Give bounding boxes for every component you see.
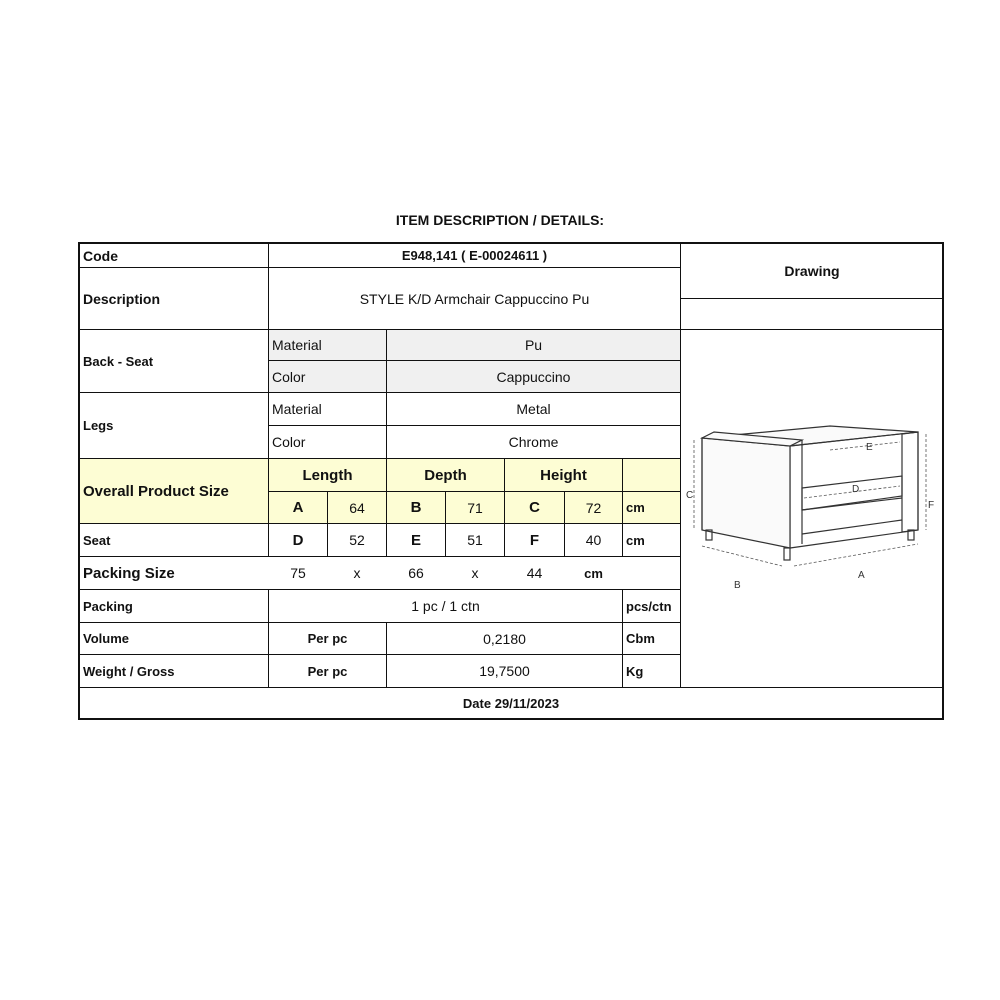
overall-unit: cm [626,500,645,515]
packing-height: 44 [526,565,543,581]
weight-label: Weight / Gross [83,663,175,679]
back-seat-color-label: Color [272,368,306,385]
volume-unit: Cbm [626,631,655,646]
description-label: Description [83,290,161,307]
weight-per: Per pc [307,663,348,679]
dim-e-value: 51 [467,532,483,548]
weight-value: 19,7500 [479,663,530,679]
drawing-letter-b: B [734,580,741,591]
drawing-letter-a: A [858,570,865,581]
back-seat-material: Pu [524,337,543,353]
back-seat-label: Back - Seat [83,353,154,369]
dim-a-value: 64 [349,499,365,516]
legs-label: Legs [83,418,114,433]
seat-label: Seat [83,532,111,548]
date-label: Date 29/11/2023 [462,695,560,711]
weight-unit: Kg [626,663,644,679]
packing-x-2: x [471,565,479,581]
back-seat-color: Cappuccino [496,368,571,385]
legs-color-label: Color [272,434,306,450]
dim-d-value: 52 [349,532,365,548]
drawing-letter-f: F [928,500,935,511]
dim-f-letter: F [529,531,540,549]
dim-c-letter: C [529,499,540,516]
packing-length: 75 [290,565,306,581]
packing-value: 1 pc / 1 ctn [411,598,480,614]
height-header: Height [540,466,587,484]
back-seat-material-label: Material [272,337,322,353]
packing-size-unit: cm [584,565,603,581]
drawing-letter-d: D [852,484,860,495]
armchair-drawing [686,410,940,610]
legs-material: Metal [516,401,551,417]
dim-b-value: 71 [467,499,483,516]
volume-label: Volume [83,631,129,646]
drawing-letter-c: C [686,490,694,501]
description-value: STYLE K/D Armchair Cappuccino Pu [359,290,590,307]
overall-size-label: Overall Product Size [83,482,229,500]
page-title: ITEM DESCRIPTION / DETAILS: [395,212,605,228]
packing-width: 66 [408,565,424,581]
volume-value: 0,2180 [483,630,526,647]
drawing-label: Drawing [784,263,840,279]
dim-a-letter: A [292,499,304,516]
drawing-letter-e: E [866,442,873,453]
packing-size-label: Packing Size [83,564,175,582]
packing-unit: pcs/ctn [626,598,672,614]
packing-label: Packing [83,598,133,614]
legs-material-label: Material [272,401,322,417]
code-label: Code [83,247,118,264]
legs-color: Chrome [508,434,559,450]
dim-f-value: 40 [585,532,602,548]
depth-header: Depth [424,466,467,484]
length-header: Length [302,466,353,484]
volume-per: Per pc [307,631,348,646]
dim-e-letter: E [410,531,421,549]
seat-unit: cm [626,532,645,548]
packing-x-1: x [353,565,361,581]
dim-d-letter: D [292,531,304,549]
dim-b-letter: B [410,499,422,516]
dim-c-value: 72 [585,499,602,516]
code-value: E948,141 ( E-00024611 ) [401,248,548,263]
